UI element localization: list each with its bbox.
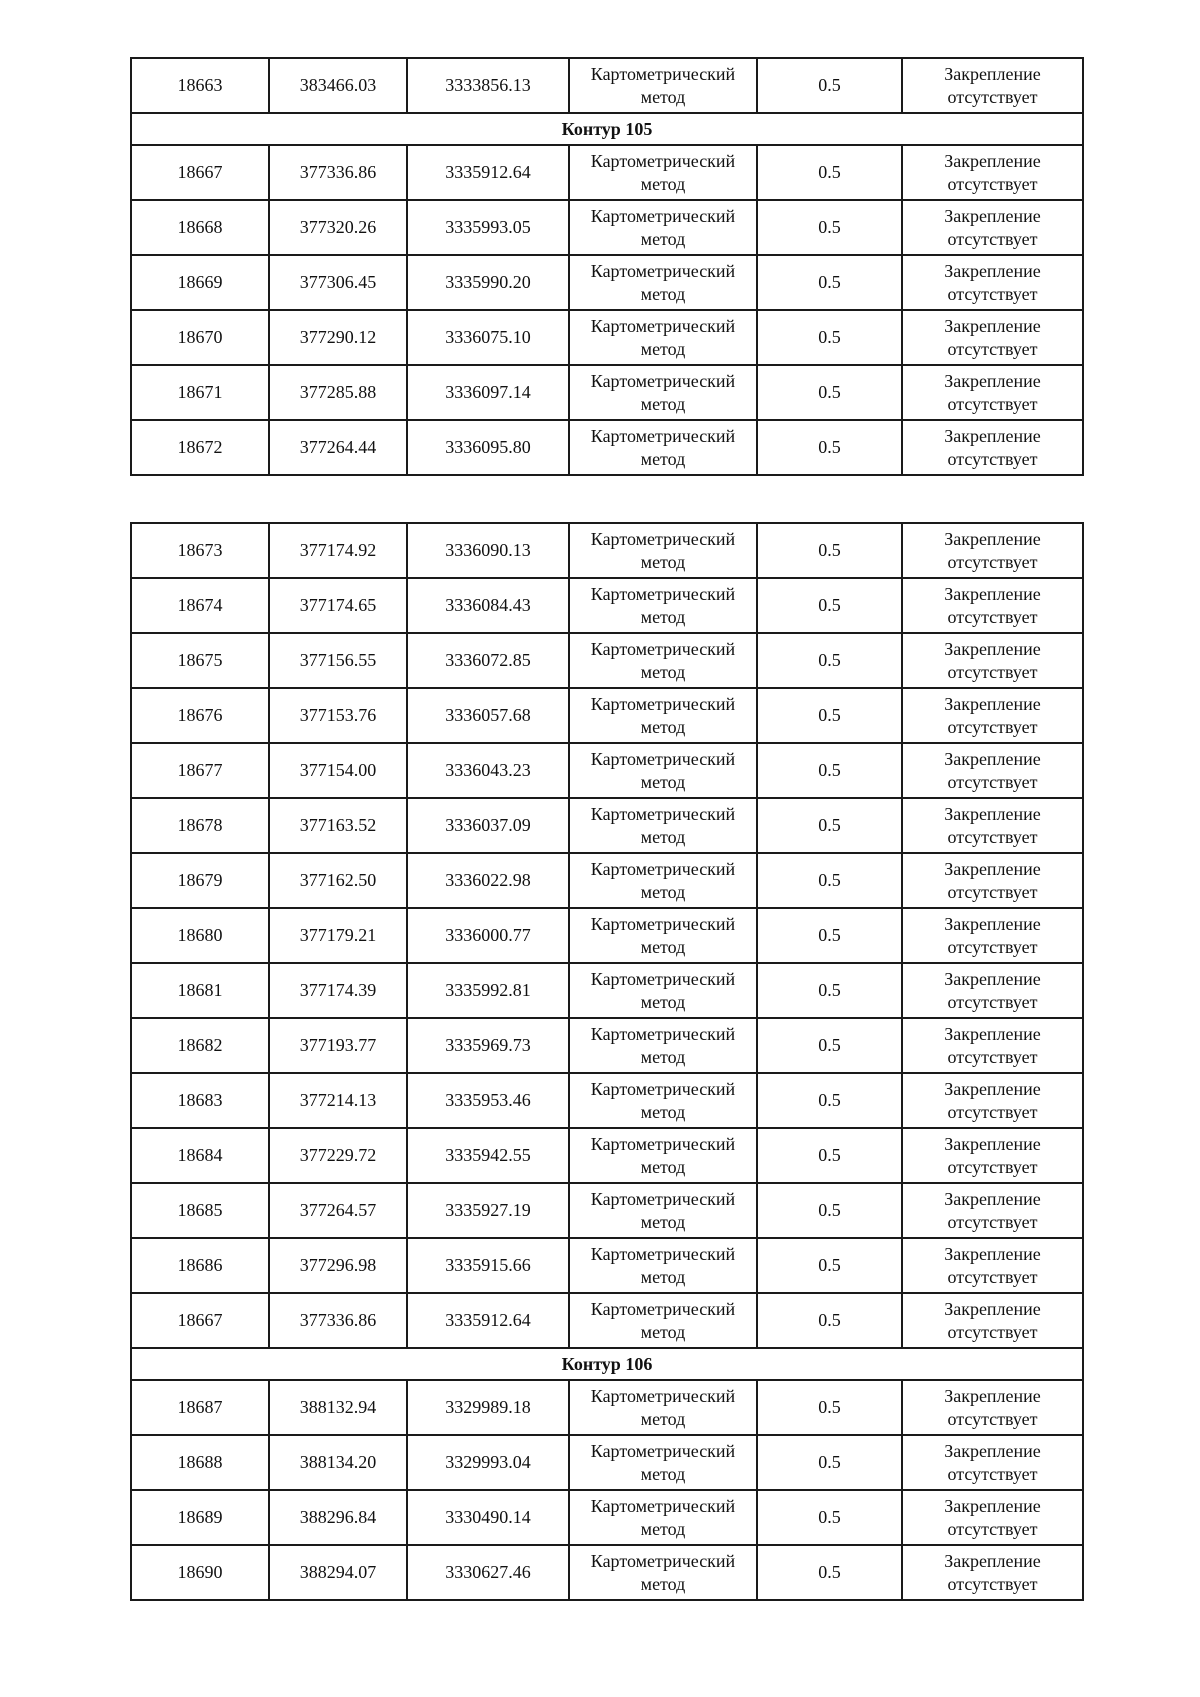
fixing-cell: Закрепление отсутствует xyxy=(902,1128,1083,1183)
y-coordinate-cell: 3336084.43 xyxy=(407,578,569,633)
point-number-cell: 18683 xyxy=(131,1073,269,1128)
accuracy-cell: 0.5 xyxy=(757,145,902,200)
accuracy-cell: 0.5 xyxy=(757,1293,902,1348)
fixing-cell: Закрепление отсутствует xyxy=(902,908,1083,963)
fixing-cell: Закрепление отсутствует xyxy=(902,853,1083,908)
point-number-cell: 18686 xyxy=(131,1238,269,1293)
x-coordinate-cell: 383466.03 xyxy=(269,58,407,113)
method-cell: Картометрический метод xyxy=(569,310,757,365)
table-row xyxy=(131,523,1083,578)
fixing-cell: Закрепление отсутствует xyxy=(902,1183,1083,1238)
fixing-cell: Закрепление отсутствует xyxy=(902,200,1083,255)
point-number-cell: 18680 xyxy=(131,908,269,963)
method-cell: Картометрический метод xyxy=(569,798,757,853)
fixing-cell: Закрепление отсутствует xyxy=(902,633,1083,688)
x-coordinate-cell: 377154.00 xyxy=(269,743,407,798)
fixing-cell: Закрепление отсутствует xyxy=(902,1545,1083,1600)
fixing-cell: Закрепление отсутствует xyxy=(902,1018,1083,1073)
point-number-cell: 18681 xyxy=(131,963,269,1018)
x-coordinate-cell: 377320.26 xyxy=(269,200,407,255)
accuracy-cell: 0.5 xyxy=(757,633,902,688)
accuracy-cell: 0.5 xyxy=(757,1380,902,1435)
accuracy-cell: 0.5 xyxy=(757,1128,902,1183)
x-coordinate-cell: 377163.52 xyxy=(269,798,407,853)
method-cell: Картометрический метод xyxy=(569,1435,757,1490)
y-coordinate-cell: 3335942.55 xyxy=(407,1128,569,1183)
fixing-cell: Закрепление отсутствует xyxy=(902,688,1083,743)
contour-heading-row xyxy=(131,113,1083,145)
fixing-cell: Закрепление отсутствует xyxy=(902,255,1083,310)
y-coordinate-cell: 3336037.09 xyxy=(407,798,569,853)
x-coordinate-cell: 377214.13 xyxy=(269,1073,407,1128)
accuracy-cell: 0.5 xyxy=(757,1238,902,1293)
method-cell: Картометрический метод xyxy=(569,255,757,310)
y-coordinate-cell: 3335993.05 xyxy=(407,200,569,255)
fixing-cell: Закрепление отсутствует xyxy=(902,1293,1083,1348)
y-coordinate-cell: 3330627.46 xyxy=(407,1545,569,1600)
accuracy-cell: 0.5 xyxy=(757,1490,902,1545)
accuracy-cell: 0.5 xyxy=(757,1435,902,1490)
x-coordinate-cell: 377179.21 xyxy=(269,908,407,963)
point-number-cell: 18677 xyxy=(131,743,269,798)
table-row xyxy=(131,1293,1083,1348)
x-coordinate-cell: 377193.77 xyxy=(269,1018,407,1073)
x-coordinate-cell: 377306.45 xyxy=(269,255,407,310)
x-coordinate-cell: 377229.72 xyxy=(269,1128,407,1183)
accuracy-cell: 0.5 xyxy=(757,523,902,578)
method-cell: Картометрический метод xyxy=(569,58,757,113)
point-number-cell: 18674 xyxy=(131,578,269,633)
x-coordinate-cell: 377174.92 xyxy=(269,523,407,578)
method-cell: Картометрический метод xyxy=(569,633,757,688)
x-coordinate-cell: 377174.65 xyxy=(269,578,407,633)
point-number-cell: 18679 xyxy=(131,853,269,908)
point-number-cell: 18684 xyxy=(131,1128,269,1183)
y-coordinate-cell: 3336090.13 xyxy=(407,523,569,578)
y-coordinate-cell: 3335915.66 xyxy=(407,1238,569,1293)
table-row xyxy=(131,743,1083,798)
method-cell: Картометрический метод xyxy=(569,578,757,633)
method-cell: Картометрический метод xyxy=(569,1238,757,1293)
table-row xyxy=(131,853,1083,908)
method-cell: Картометрический метод xyxy=(569,1490,757,1545)
point-number-cell: 18682 xyxy=(131,1018,269,1073)
point-number-cell: 18671 xyxy=(131,365,269,420)
point-number-cell: 18678 xyxy=(131,798,269,853)
y-coordinate-cell: 3330490.14 xyxy=(407,1490,569,1545)
fixing-cell: Закрепление отсутствует xyxy=(902,798,1083,853)
x-coordinate-cell: 377156.55 xyxy=(269,633,407,688)
x-coordinate-cell: 388134.20 xyxy=(269,1435,407,1490)
y-coordinate-cell: 3336022.98 xyxy=(407,853,569,908)
table-row xyxy=(131,58,1083,113)
point-number-cell: 18667 xyxy=(131,1293,269,1348)
x-coordinate-cell: 377285.88 xyxy=(269,365,407,420)
accuracy-cell: 0.5 xyxy=(757,798,902,853)
y-coordinate-cell: 3336097.14 xyxy=(407,365,569,420)
point-number-cell: 18685 xyxy=(131,1183,269,1238)
contour-heading: Контур 105 xyxy=(131,113,1083,145)
method-cell: Картометрический метод xyxy=(569,145,757,200)
y-coordinate-cell: 3336075.10 xyxy=(407,310,569,365)
method-cell: Картометрический метод xyxy=(569,1545,757,1600)
x-coordinate-cell: 377264.57 xyxy=(269,1183,407,1238)
method-cell: Картометрический метод xyxy=(569,1183,757,1238)
coordinates-table-1 xyxy=(130,57,1084,476)
accuracy-cell: 0.5 xyxy=(757,1073,902,1128)
point-number-cell: 18668 xyxy=(131,200,269,255)
accuracy-cell: 0.5 xyxy=(757,963,902,1018)
y-coordinate-cell: 3333856.13 xyxy=(407,58,569,113)
y-coordinate-cell: 3336043.23 xyxy=(407,743,569,798)
y-coordinate-cell: 3335990.20 xyxy=(407,255,569,310)
table-row xyxy=(131,255,1083,310)
contour-heading: Контур 106 xyxy=(131,1348,1083,1380)
method-cell: Картометрический метод xyxy=(569,1018,757,1073)
x-coordinate-cell: 388296.84 xyxy=(269,1490,407,1545)
x-coordinate-cell: 388294.07 xyxy=(269,1545,407,1600)
accuracy-cell: 0.5 xyxy=(757,743,902,798)
fixing-cell: Закрепление отсутствует xyxy=(902,1073,1083,1128)
table-row xyxy=(131,145,1083,200)
accuracy-cell: 0.5 xyxy=(757,310,902,365)
coordinates-table-body xyxy=(131,58,1083,475)
table-row xyxy=(131,908,1083,963)
accuracy-cell: 0.5 xyxy=(757,420,902,475)
y-coordinate-cell: 3335953.46 xyxy=(407,1073,569,1128)
method-cell: Картометрический метод xyxy=(569,963,757,1018)
accuracy-cell: 0.5 xyxy=(757,578,902,633)
accuracy-cell: 0.5 xyxy=(757,200,902,255)
method-cell: Картометрический метод xyxy=(569,1128,757,1183)
point-number-cell: 18687 xyxy=(131,1380,269,1435)
x-coordinate-cell: 377336.86 xyxy=(269,1293,407,1348)
point-number-cell: 18690 xyxy=(131,1545,269,1600)
method-cell: Картометрический метод xyxy=(569,420,757,475)
table-row xyxy=(131,1545,1083,1600)
table-row xyxy=(131,633,1083,688)
table-row xyxy=(131,578,1083,633)
accuracy-cell: 0.5 xyxy=(757,688,902,743)
y-coordinate-cell: 3336057.68 xyxy=(407,688,569,743)
x-coordinate-cell: 377296.98 xyxy=(269,1238,407,1293)
fixing-cell: Закрепление отсутствует xyxy=(902,1435,1083,1490)
table-row xyxy=(131,200,1083,255)
x-coordinate-cell: 377153.76 xyxy=(269,688,407,743)
table-row xyxy=(131,963,1083,1018)
table-row xyxy=(131,1018,1083,1073)
coordinates-table-body xyxy=(131,523,1083,1600)
point-number-cell: 18675 xyxy=(131,633,269,688)
method-cell: Картометрический метод xyxy=(569,200,757,255)
table-row xyxy=(131,1490,1083,1545)
method-cell: Картометрический метод xyxy=(569,1293,757,1348)
fixing-cell: Закрепление отсутствует xyxy=(902,1380,1083,1435)
x-coordinate-cell: 377290.12 xyxy=(269,310,407,365)
table-row xyxy=(131,1073,1083,1128)
fixing-cell: Закрепление отсутствует xyxy=(902,1490,1083,1545)
accuracy-cell: 0.5 xyxy=(757,1183,902,1238)
y-coordinate-cell: 3329989.18 xyxy=(407,1380,569,1435)
table-row xyxy=(131,688,1083,743)
fixing-cell: Закрепление отсутствует xyxy=(902,523,1083,578)
y-coordinate-cell: 3336095.80 xyxy=(407,420,569,475)
accuracy-cell: 0.5 xyxy=(757,58,902,113)
fixing-cell: Закрепление отсутствует xyxy=(902,365,1083,420)
method-cell: Картометрический метод xyxy=(569,908,757,963)
table-row xyxy=(131,1380,1083,1435)
contour-heading-row xyxy=(131,1348,1083,1380)
method-cell: Картометрический метод xyxy=(569,1073,757,1128)
point-number-cell: 18676 xyxy=(131,688,269,743)
table-row xyxy=(131,365,1083,420)
x-coordinate-cell: 377264.44 xyxy=(269,420,407,475)
y-coordinate-cell: 3335969.73 xyxy=(407,1018,569,1073)
fixing-cell: Закрепление отсутствует xyxy=(902,743,1083,798)
fixing-cell: Закрепление отсутствует xyxy=(902,145,1083,200)
point-number-cell: 18667 xyxy=(131,145,269,200)
point-number-cell: 18670 xyxy=(131,310,269,365)
table-row xyxy=(131,310,1083,365)
accuracy-cell: 0.5 xyxy=(757,853,902,908)
y-coordinate-cell: 3335992.81 xyxy=(407,963,569,1018)
fixing-cell: Закрепление отсутствует xyxy=(902,963,1083,1018)
accuracy-cell: 0.5 xyxy=(757,1018,902,1073)
accuracy-cell: 0.5 xyxy=(757,908,902,963)
method-cell: Картометрический метод xyxy=(569,523,757,578)
y-coordinate-cell: 3336000.77 xyxy=(407,908,569,963)
table-row xyxy=(131,798,1083,853)
fixing-cell: Закрепление отсутствует xyxy=(902,310,1083,365)
point-number-cell: 18669 xyxy=(131,255,269,310)
fixing-cell: Закрепление отсутствует xyxy=(902,1238,1083,1293)
method-cell: Картометрический метод xyxy=(569,365,757,420)
method-cell: Картометрический метод xyxy=(569,688,757,743)
y-coordinate-cell: 3329993.04 xyxy=(407,1435,569,1490)
accuracy-cell: 0.5 xyxy=(757,255,902,310)
table-row xyxy=(131,1128,1083,1183)
y-coordinate-cell: 3335912.64 xyxy=(407,1293,569,1348)
coordinates-table-2 xyxy=(130,522,1084,1601)
point-number-cell: 18689 xyxy=(131,1490,269,1545)
fixing-cell: Закрепление отсутствует xyxy=(902,420,1083,475)
y-coordinate-cell: 3336072.85 xyxy=(407,633,569,688)
fixing-cell: Закрепление отсутствует xyxy=(902,58,1083,113)
y-coordinate-cell: 3335912.64 xyxy=(407,145,569,200)
y-coordinate-cell: 3335927.19 xyxy=(407,1183,569,1238)
x-coordinate-cell: 388132.94 xyxy=(269,1380,407,1435)
table-row xyxy=(131,1183,1083,1238)
table-row xyxy=(131,420,1083,475)
accuracy-cell: 0.5 xyxy=(757,365,902,420)
accuracy-cell: 0.5 xyxy=(757,1545,902,1600)
point-number-cell: 18672 xyxy=(131,420,269,475)
x-coordinate-cell: 377174.39 xyxy=(269,963,407,1018)
point-number-cell: 18688 xyxy=(131,1435,269,1490)
x-coordinate-cell: 377162.50 xyxy=(269,853,407,908)
method-cell: Картометрический метод xyxy=(569,743,757,798)
point-number-cell: 18663 xyxy=(131,58,269,113)
table-row xyxy=(131,1238,1083,1293)
x-coordinate-cell: 377336.86 xyxy=(269,145,407,200)
table-row xyxy=(131,1435,1083,1490)
method-cell: Картометрический метод xyxy=(569,1380,757,1435)
fixing-cell: Закрепление отсутствует xyxy=(902,578,1083,633)
point-number-cell: 18673 xyxy=(131,523,269,578)
method-cell: Картометрический метод xyxy=(569,853,757,908)
